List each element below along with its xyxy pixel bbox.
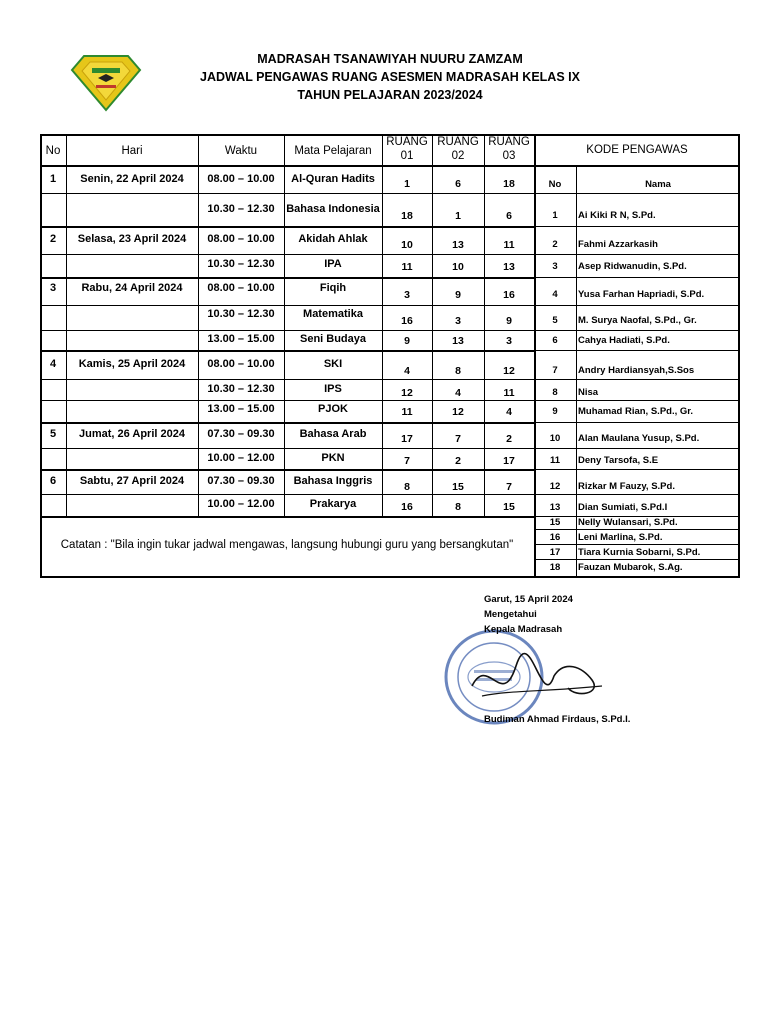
session-subject: Matematika <box>303 308 363 320</box>
day-date: Jumat, 26 April 2024 <box>79 428 185 440</box>
pengawas-no: 12 <box>549 481 561 492</box>
school-name: MADRASAH TSANAWIYAH NUURU ZAMZAM <box>257 52 523 66</box>
catatan-note: Catatan : "Bila ingin tukar jadwal mengawas, langsung hubungi guru yang bersangkutan" <box>60 539 514 551</box>
ruang-01-code: 10 <box>401 239 413 251</box>
pengawas-no: 4 <box>552 289 558 300</box>
ruang-02-code: 1 <box>455 210 461 222</box>
pengawas-name: Dian Sumiati, S.Pd.I <box>578 502 668 513</box>
col-header-kode-pengawas: KODE PENGAWAS <box>586 144 688 156</box>
ruang-02-code: 7 <box>455 433 461 445</box>
col-header-ruang-01: RUANG 01 <box>386 136 428 162</box>
pengawas-no: 5 <box>552 315 558 326</box>
session-subject: IPA <box>324 258 342 270</box>
session-time: 07.30 – 09.30 <box>207 475 275 487</box>
session-subject: Al-Quran Hadits <box>291 173 375 185</box>
session-subject: Akidah Ahlak <box>298 233 368 245</box>
pengawas-name: Leni Marlina, S.Pd. <box>578 532 663 543</box>
ruang-03-code: 3 <box>506 335 512 347</box>
ruang-03-code: 2 <box>506 433 512 445</box>
day-date: Kamis, 25 April 2024 <box>78 358 186 370</box>
school-emblem-icon <box>70 52 142 112</box>
kode-sub-header-no: No <box>548 179 562 190</box>
ruang-01-code: 12 <box>401 387 413 399</box>
col-header-mapel: Mata Pelajaran <box>294 145 372 157</box>
signature-acknowledged: Mengetahui <box>484 609 537 620</box>
pengawas-no: 11 <box>549 455 561 466</box>
session-time: 07.30 – 09.30 <box>207 428 275 440</box>
pengawas-no: 8 <box>552 387 558 398</box>
ruang-02-code: 13 <box>452 335 464 347</box>
session-time: 10.30 – 12.30 <box>207 203 275 215</box>
session-subject: SKI <box>323 358 343 370</box>
ruang-03-code: 17 <box>503 455 515 467</box>
col-header-no: No <box>45 145 61 157</box>
pengawas-name: Fauzan Mubarok, S.Ag. <box>578 562 683 573</box>
official-stamp-icon <box>442 626 612 728</box>
ruang-03-code: 11 <box>503 239 515 251</box>
pengawas-no: 7 <box>552 365 558 376</box>
ruang-03-code: 7 <box>506 481 512 493</box>
session-time: 10.00 – 12.00 <box>207 452 275 464</box>
ruang-01-code: 16 <box>401 501 413 513</box>
pengawas-name: Andry Hardiansyah,S.Sos <box>578 365 695 376</box>
session-time: 10.00 – 12.00 <box>207 498 275 510</box>
ruang-03-code: 11 <box>503 387 515 399</box>
ruang-01-code: 18 <box>401 210 413 222</box>
ruang-01-code: 3 <box>404 289 410 301</box>
ruang-02-code: 2 <box>455 455 461 467</box>
pengawas-no: 18 <box>549 562 561 573</box>
document-header <box>150 50 630 104</box>
pengawas-no: 15 <box>549 517 561 528</box>
day-date: Selasa, 23 April 2024 <box>77 233 187 245</box>
session-subject: Bahasa Indonesia <box>286 203 380 215</box>
ruang-01-code: 9 <box>404 335 410 347</box>
pengawas-no: 1 <box>552 210 558 221</box>
session-subject: PKN <box>321 452 345 464</box>
ruang-01-code: 11 <box>401 406 413 418</box>
ruang-03-code: 4 <box>506 406 512 418</box>
ruang-01-code: 7 <box>404 455 410 467</box>
pengawas-name: Rizkar M Fauzy, S.Pd. <box>578 481 675 492</box>
session-subject: IPS <box>324 383 342 395</box>
pengawas-name: Cahya Hadiati, S.Pd. <box>578 335 670 346</box>
col-header-ruang-03: RUANG 03 <box>488 136 530 162</box>
session-subject: PJOK <box>318 403 348 415</box>
ruang-02-code: 6 <box>455 178 461 190</box>
day-no: 5 <box>49 428 57 440</box>
document-title: JADWAL PENGAWAS RUANG ASESMEN MADRASAH KELAS IX <box>200 70 580 84</box>
ruang-02-code: 9 <box>455 289 461 301</box>
pengawas-name: Yusa Farhan Hapriadi, S.Pd. <box>578 289 705 300</box>
session-subject: Seni Budaya <box>299 333 367 345</box>
pengawas-no: 13 <box>549 502 561 513</box>
pengawas-no: 16 <box>549 532 561 543</box>
ruang-03-code: 6 <box>506 210 512 222</box>
pengawas-name: M. Surya Naofal, S.Pd., Gr. <box>578 315 697 326</box>
day-no: 2 <box>49 233 57 245</box>
pengawas-no: 9 <box>552 406 558 417</box>
session-subject: Prakarya <box>309 498 357 510</box>
session-time: 08.00 – 10.00 <box>207 358 275 370</box>
pengawas-name: Fahmi Azzarkasih <box>578 239 658 250</box>
ruang-01-code: 16 <box>401 315 413 327</box>
pengawas-no: 2 <box>552 239 558 250</box>
ruang-01-code: 8 <box>404 481 410 493</box>
signature-title: Kepala Madrasah <box>484 624 563 635</box>
pengawas-name: Nisa <box>578 387 599 398</box>
ruang-03-code: 18 <box>503 178 515 190</box>
session-time: 10.30 – 12.30 <box>207 258 275 270</box>
day-date: Rabu, 24 April 2024 <box>81 282 183 294</box>
pengawas-name: Asep Ridwanudin, S.Pd. <box>578 261 687 272</box>
pengawas-name: Alan Maulana Yusup, S.Pd. <box>578 433 700 444</box>
ruang-03-code: 15 <box>503 501 515 513</box>
session-time: 08.00 – 10.00 <box>207 282 275 294</box>
day-no: 1 <box>49 173 57 185</box>
day-no: 4 <box>49 358 57 370</box>
col-header-ruang-02: RUANG 02 <box>437 136 479 162</box>
ruang-02-code: 15 <box>452 481 464 493</box>
col-header-hari: Hari <box>121 145 143 157</box>
kode-sub-header-nama: Nama <box>645 179 671 190</box>
session-time: 08.00 – 10.00 <box>207 173 275 185</box>
ruang-02-code: 8 <box>455 501 461 513</box>
ruang-02-code: 4 <box>455 387 461 399</box>
ruang-03-code: 12 <box>503 365 515 377</box>
pengawas-no: 6 <box>552 335 558 346</box>
pengawas-name: Muhamad Rian, S.Pd., Gr. <box>578 406 694 417</box>
pengawas-name: Deny Tarsofa, S.E <box>578 455 659 466</box>
session-subject: Bahasa Arab <box>299 428 367 440</box>
ruang-02-code: 12 <box>452 406 464 418</box>
ruang-02-code: 8 <box>455 365 461 377</box>
day-no: 6 <box>49 475 57 487</box>
col-header-waktu: Waktu <box>224 145 258 157</box>
ruang-01-code: 17 <box>401 433 413 445</box>
day-no: 3 <box>49 282 57 294</box>
session-subject: Bahasa Inggris <box>293 475 373 487</box>
academic-year: TAHUN PELAJARAN 2023/2024 <box>297 88 483 102</box>
session-time: 08.00 – 10.00 <box>207 233 275 245</box>
day-date: Senin, 22 April 2024 <box>80 173 184 185</box>
session-time: 13.00 – 15.00 <box>207 403 275 415</box>
pengawas-name: Nelly Wulansari, S.Pd. <box>578 517 678 528</box>
session-time: 13.00 – 15.00 <box>207 333 275 345</box>
school-logo <box>70 52 142 112</box>
pengawas-no: 17 <box>549 547 561 558</box>
pengawas-no: 3 <box>552 261 558 272</box>
ruang-03-code: 9 <box>506 315 512 327</box>
signature-name: Budiman Ahmad Firdaus, S.Pd.I. <box>484 714 631 725</box>
pengawas-no: 10 <box>549 433 561 444</box>
ruang-01-code: 1 <box>404 178 410 190</box>
ruang-03-code: 16 <box>503 289 515 301</box>
pengawas-name: Tiara Kurnia Sobarni, S.Pd. <box>578 547 701 558</box>
ruang-02-code: 13 <box>452 239 464 251</box>
day-date: Sabtu, 27 April 2024 <box>79 475 185 487</box>
session-time: 10.30 – 12.30 <box>207 383 275 395</box>
ruang-03-code: 13 <box>503 261 515 273</box>
ruang-01-code: 11 <box>401 261 413 273</box>
pengawas-name: Ai Kiki R N, S.Pd. <box>578 210 656 221</box>
ruang-01-code: 4 <box>404 365 410 377</box>
ruang-02-code: 10 <box>452 261 464 273</box>
ruang-02-code: 3 <box>455 315 461 327</box>
schedule-table <box>40 134 740 578</box>
session-time: 10.30 – 12.30 <box>207 308 275 320</box>
session-subject: Fiqih <box>319 282 347 294</box>
signature-place-date: Garut, 15 April 2024 <box>484 594 573 605</box>
